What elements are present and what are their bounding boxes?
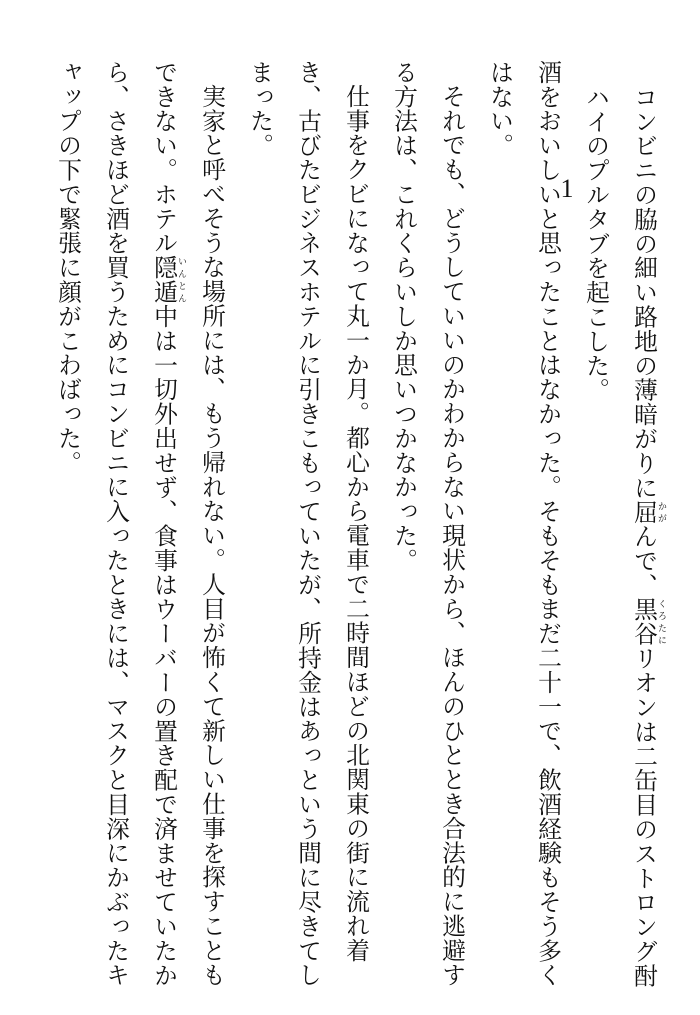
body-text	[44, 60, 668, 1000]
ruby-word: 隠遁いんとん	[150, 255, 186, 305]
paragraph-5	[44, 60, 236, 1000]
paragraph-2	[476, 60, 572, 1000]
text-segment: んで、	[630, 524, 658, 598]
text-segment: コンビニの脇の細い路地の薄暗がりに	[630, 85, 658, 500]
paragraph-3	[380, 60, 476, 1000]
text-segment: 中は一切外出せず、食事はウーバーの置き配で済ませていたから、さきほど酒を買うためにコンビニに入ったときには、マスクと目深にかぶったキャップの下で緊張に顔がこわばった。	[54, 60, 178, 988]
text-segment: リオンは二缶目のストロング酎ハイのプルタブを起こした。	[582, 85, 658, 988]
text-segment: 仕事をクビになって丸一か月。都心から電車で二時間ほどの北関東の街に流れ着き、古びたビジネスホテルに引きこもっていたが、所持金はあっという間に尽きてしまった。	[246, 60, 370, 988]
text-segment: 実家と呼べそうな場所には、もう帰れない。人目が怖くて新しい仕事を探すこともできない。ホテル	[150, 60, 226, 987]
paragraph-1	[572, 60, 668, 1000]
paragraph-4	[236, 60, 380, 1000]
text-segment: 酒をおいしいと思ったことはなかった。そもそもまだ二十一で、飲酒経験もそう多くはない。	[486, 60, 562, 988]
chapter-number: 1	[560, 174, 574, 203]
text-segment: それでも、どうしていいのかわからない現状から、ほんのひととき合法的に逃避する方法は、これくらいしか思いつかなかった。	[390, 60, 466, 987]
ruby-word: 屈かが	[630, 499, 666, 525]
ruby-word: 黒谷くろたに	[630, 597, 666, 647]
